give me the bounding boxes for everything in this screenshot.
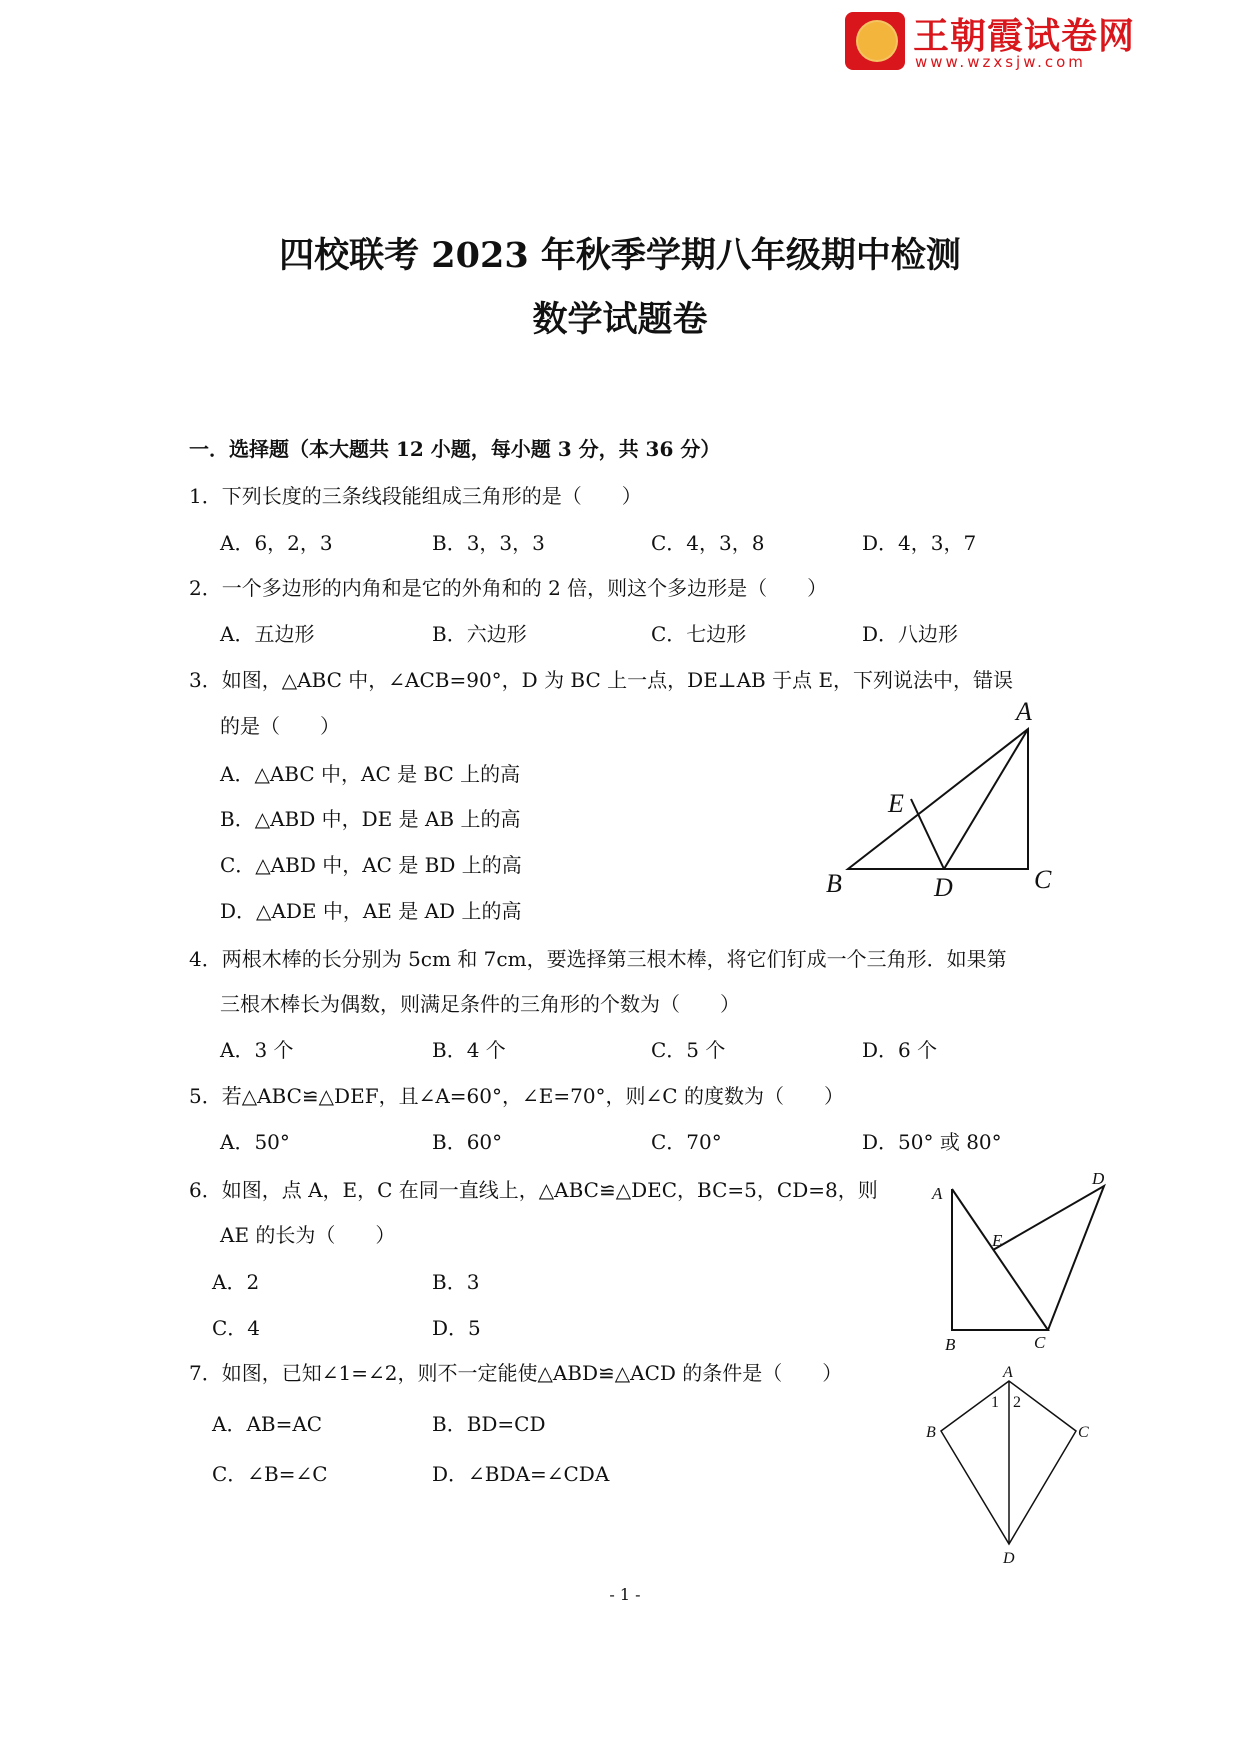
option: B．60° [432, 1130, 503, 1154]
question-stem: 6．如图，点 A，E，C 在同一直线上，△ABC≌△DEC，BC=5，CD=8，则 [189, 1178, 878, 1202]
figure-q3 [848, 729, 1028, 869]
fig7-label-d: D [1003, 1550, 1015, 1567]
option: D．5 [432, 1316, 481, 1340]
fig6-label-d: D [1092, 1169, 1105, 1188]
question-stem: 5．若△ABC≌△DEF，且∠A=60°，∠E=70°，则∠C 的度数为（ ） [189, 1084, 844, 1108]
option: B．△ABD 中，DE 是 AB 上的高 [220, 807, 521, 831]
figure-q6 [952, 1186, 1104, 1330]
fig3-label-a: A [1016, 697, 1032, 726]
option: D．∠BDA=∠CDA [432, 1462, 610, 1486]
option: C．70° [651, 1130, 722, 1154]
option: C．∠B=∠C [212, 1462, 328, 1486]
option: A．△ABC 中，AC 是 BC 上的高 [220, 762, 521, 786]
option: A．AB=AC [212, 1412, 323, 1436]
option: B．4 个 [432, 1038, 506, 1062]
option: B．3，3，3 [432, 531, 545, 555]
page-number: - 1 - [609, 1585, 641, 1604]
fig7-label-a: A [1003, 1364, 1013, 1381]
figure-q7 [941, 1381, 1076, 1544]
option: A．2 [212, 1270, 260, 1294]
option: D．6 个 [862, 1038, 938, 1062]
fig3-label-c: C [1034, 865, 1052, 894]
question-stem: 1．下列长度的三条线段能组成三角形的是（ ） [189, 484, 642, 508]
question-stem-cont: 的是（ ） [220, 714, 340, 738]
option: A．6，2，3 [220, 531, 333, 555]
fig6-label-e: E [992, 1231, 1003, 1250]
fig6-label-a: A [932, 1184, 943, 1203]
option: C．△ABD 中，AC 是 BD 上的高 [220, 853, 522, 877]
option: A．50° [220, 1130, 290, 1154]
option: C．4，3，8 [651, 531, 765, 555]
fig7-label-b: B [926, 1424, 936, 1441]
question-stem: 3．如图，△ABC 中，∠ACB=90°，D 为 BC 上一点，DE⊥AB 于点 E，下列说法中，错误 [189, 668, 1014, 692]
fig7-angle-1: 1 [991, 1394, 999, 1411]
option: D．八边形 [862, 622, 959, 646]
option: D．4，3，7 [862, 531, 977, 555]
question-stem-cont: AE 的长为（ ） [220, 1223, 396, 1247]
fig6-label-c: C [1034, 1333, 1046, 1352]
fig6-label-b: B [945, 1335, 956, 1354]
exam-subtitle: 数学试题卷 [532, 299, 708, 340]
option: B．BD=CD [432, 1412, 546, 1436]
option: D．△ADE 中，AE 是 AD 上的高 [220, 899, 522, 923]
option: B．3 [432, 1270, 480, 1294]
option: D．50° 或 80° [862, 1130, 1002, 1154]
question-stem: 7．如图，已知∠1=∠2，则不一定能使△ABD≌△ACD 的条件是（ ） [189, 1361, 843, 1385]
fig7-label-c: C [1078, 1424, 1089, 1441]
option: A．3 个 [220, 1038, 294, 1062]
exam-title: 四校联考 2023 年秋季学期八年级期中检测 [279, 235, 961, 276]
fig3-label-b: B [826, 869, 842, 898]
option: C．七边形 [651, 622, 747, 646]
fig3-label-d: D [934, 873, 953, 902]
question-stem: 4．两根木棒的长分别为 5cm 和 7cm，要选择第三根木棒，将它们钉成一个三角形．如果第 [189, 947, 1007, 971]
logo-name: 王朝霞试卷网 [913, 16, 1136, 57]
question-stem: 2．一个多边形的内角和是它的外角和的 2 倍，则这个多边形是（ ） [189, 576, 828, 600]
option: C．5 个 [651, 1038, 726, 1062]
option: C．4 [212, 1316, 261, 1340]
question-stem-cont: 三根木棒长为偶数，则满足条件的三角形的个数为（ ） [220, 992, 740, 1016]
fig7-angle-2: 2 [1013, 1394, 1021, 1411]
option: B．六边形 [432, 622, 527, 646]
fig3-label-e: E [888, 789, 904, 818]
logo-url: www.wzxsjw.com [915, 53, 1086, 71]
option: A．五边形 [220, 622, 315, 646]
section-heading: 一．选择题（本大题共 12 小题，每小题 3 分，共 36 分） [189, 437, 721, 461]
